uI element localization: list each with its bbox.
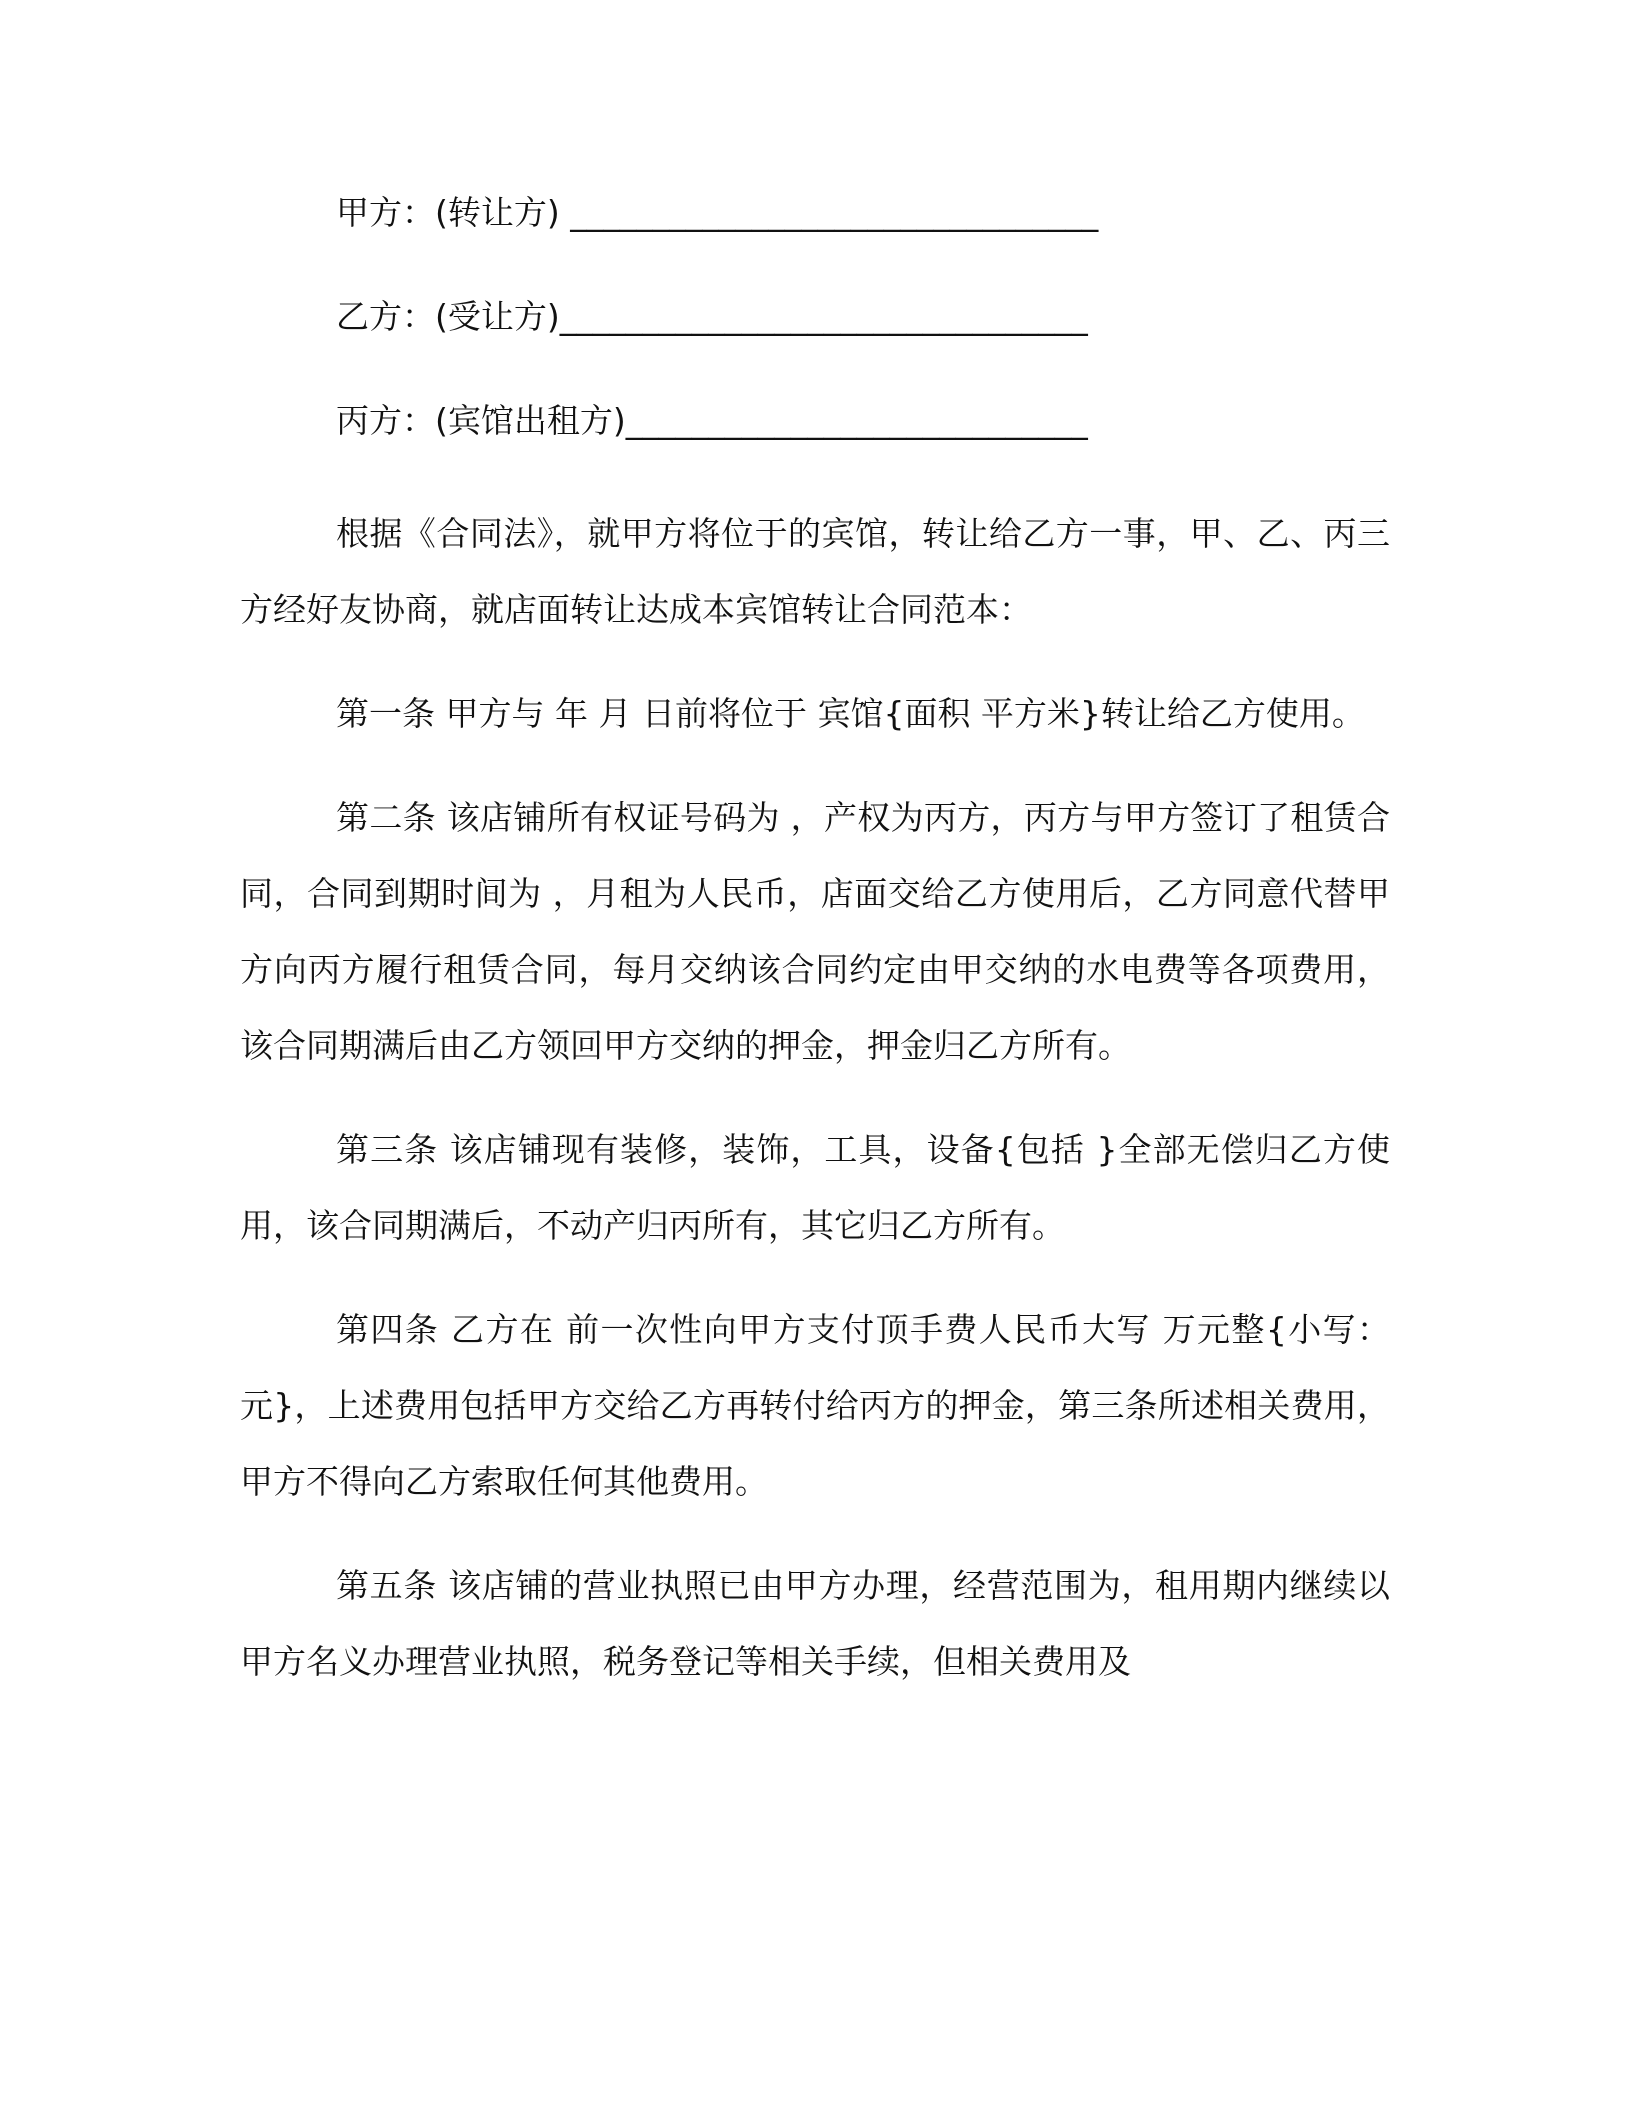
article-4-paragraph: 第四条 乙方在 前一次性向甲方支付顶手费人民币大写 万元整{小写： 元}，上述费用包括甲方交给乙方再转付给丙方的押金，第三条所述相关费用，甲方不得向乙方索取任何其他费用。 [240, 1310, 1390, 1501]
party-a-label: 甲方：(转让方) [336, 193, 571, 232]
party-a-blank: ________________________________ [570, 193, 1099, 232]
party-b-label: 乙方：(受让方) [336, 297, 560, 336]
party-c-blank: ____________________________ [625, 401, 1088, 440]
party-b-blank: ________________________________ [559, 297, 1088, 336]
party-a-line [336, 190, 1390, 236]
article-1-paragraph: 第一条 甲方与 年 月 日前将位于 宾馆{面积 平方米}转让给乙方使用。 [336, 694, 1365, 733]
article-3-paragraph: 第三条 该店铺现有装修，装饰，工具，设备{包括 }全部无偿归乙方使用，该合同期满后，不动产归丙所有，其它归乙方所有。 [240, 1130, 1390, 1245]
party-c-line [336, 398, 1390, 444]
article-5-paragraph: 第五条 该店铺的营业执照已由甲方办理，经营范围为，租用期内继续以甲方名义办理营业执照，税务登记等相关手续，但相关费用及 [240, 1566, 1390, 1681]
party-c-label: 丙方：(宾馆出租方) [336, 401, 626, 440]
document-body [240, 190, 1390, 1728]
preamble-paragraph: 根据《合同法》，就甲方将位于的宾馆，转让给乙方一事，甲、乙、丙三方经好友协商，就店面转让达成本宾馆转让合同范本： [240, 514, 1390, 629]
party-b-line [336, 294, 1390, 340]
article-2-paragraph: 第二条 该店铺所有权证号码为 ，产权为丙方，丙方与甲方签订了租赁合同，合同到期时间为 ，月租为人民币，店面交给乙方使用后，乙方同意代替甲方向丙方履行租赁合同，每月交纳该合同约定由甲交纳的水电费等各项费用，该合同期满后由乙方领回甲方交纳的押金，押金归乙方所有。 [240, 798, 1390, 1065]
